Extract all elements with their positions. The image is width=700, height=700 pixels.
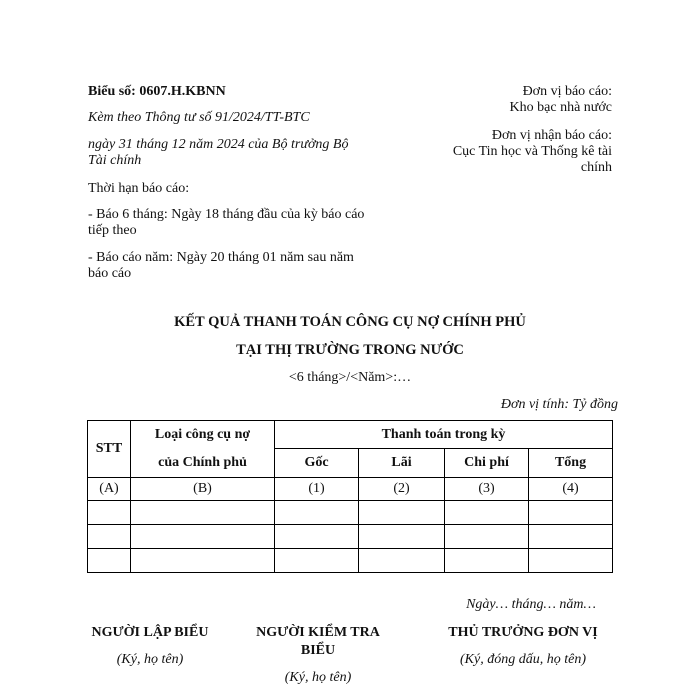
report-title-line1: KẾT QUẢ THANH TOÁN CÔNG CỤ NỢ CHÍNH PHỦ [174, 314, 526, 330]
table-cell [445, 501, 529, 525]
checker-title-line2: BIỂU [300, 643, 336, 658]
deadline-6m-line2: tiếp theo [88, 223, 137, 238]
col-debt-type [131, 421, 275, 478]
deadline-year [88, 250, 388, 282]
checker-title-line1: NGƯỜI KIỂM TRA [256, 625, 380, 640]
circular-date [88, 137, 388, 169]
table-cell [275, 525, 359, 549]
col-principal: Gốc [275, 449, 359, 478]
table-cell [88, 549, 131, 573]
col-fee: Chi phí [445, 449, 529, 478]
table-cell [131, 549, 275, 573]
table-cell [359, 549, 445, 573]
unit-of-measure: Đơn vị tính: Tỷ đồng [500, 397, 618, 412]
report-title-line2: TẠI THỊ TRƯỜNG TRONG NƯỚC [236, 342, 464, 358]
table-cell [445, 549, 529, 573]
col-payment-in-period: Thanh toán trong kỳ [275, 421, 613, 449]
deadline-6m-line1: - Báo 6 tháng: Ngày 18 tháng đầu của kỳ báo cáo [88, 207, 365, 222]
table-row [88, 549, 613, 573]
deadline-6-months [88, 207, 388, 239]
head-note: (Ký, đóng dấu, họ tên) [460, 652, 586, 667]
code-b: (B) [131, 478, 275, 501]
deadline-year-line2: báo cáo [88, 266, 132, 281]
table-cell [131, 501, 275, 525]
code-2: (2) [359, 478, 445, 501]
col-interest: Lãi [359, 449, 445, 478]
preparer-title: NGƯỜI LẬP BIỂU [91, 625, 209, 640]
receiving-unit-label: Đơn vị nhận báo cáo: [491, 128, 612, 143]
code-a: (A) [88, 478, 131, 501]
table-cell [529, 549, 613, 573]
preparer-note: (Ký, họ tên) [116, 652, 184, 667]
table-cell [529, 525, 613, 549]
table-row [88, 525, 613, 549]
receiving-unit-value-line2: chính [580, 160, 612, 175]
table-cell [529, 501, 613, 525]
code-4: (4) [529, 478, 613, 501]
receiving-unit [392, 128, 612, 176]
deadline-year-line1: - Báo cáo năm: Ngày 20 tháng 01 năm sau năm [88, 250, 354, 265]
checker-note: (Ký, họ tên) [284, 670, 352, 685]
reporting-unit-value: Kho bạc nhà nước [509, 100, 612, 115]
col-debt-type-line2: của Chính phủ [158, 455, 247, 470]
reporting-unit-label: Đơn vị báo cáo: [522, 84, 612, 99]
payment-table [87, 420, 613, 573]
circular-date-line2: Tài chính [88, 153, 142, 168]
report-period: <6 tháng>/<Năm>:… [288, 370, 412, 385]
table-cell [88, 501, 131, 525]
col-debt-type-line1: Loại công cụ nợ [154, 427, 251, 442]
receiving-unit-value-line1: Cục Tin học và Thống kê tài [452, 144, 612, 159]
table-cell [359, 501, 445, 525]
head-block [428, 624, 618, 669]
code-3: (3) [445, 478, 529, 501]
checker-block [238, 624, 398, 687]
circular-date-line1: ngày 31 tháng 12 năm 2024 của Bộ trưởng Bộ [88, 137, 349, 152]
table-header-row [88, 421, 613, 449]
form-code: Biểu số: 0607.H.KBNN [88, 84, 226, 99]
col-total: Tổng [529, 449, 613, 478]
table-cell [275, 549, 359, 573]
code-1: (1) [275, 478, 359, 501]
table-row [88, 501, 613, 525]
reporting-unit [392, 84, 612, 116]
deadline-title: Thời hạn báo cáo: [88, 181, 190, 196]
table-cell [131, 525, 275, 549]
table-cell [275, 501, 359, 525]
sign-date-line: Ngày… tháng… năm… [466, 597, 596, 612]
table-cell [88, 525, 131, 549]
head-title: THỦ TRƯỞNG ĐƠN VỊ [448, 625, 598, 640]
col-stt: STT [88, 421, 131, 478]
table-cell [359, 525, 445, 549]
table-code-row [88, 478, 613, 501]
preparer-block [70, 624, 230, 669]
table-cell [445, 525, 529, 549]
attached-circular: Kèm theo Thông tư số 91/2024/TT-BTC [88, 110, 310, 125]
